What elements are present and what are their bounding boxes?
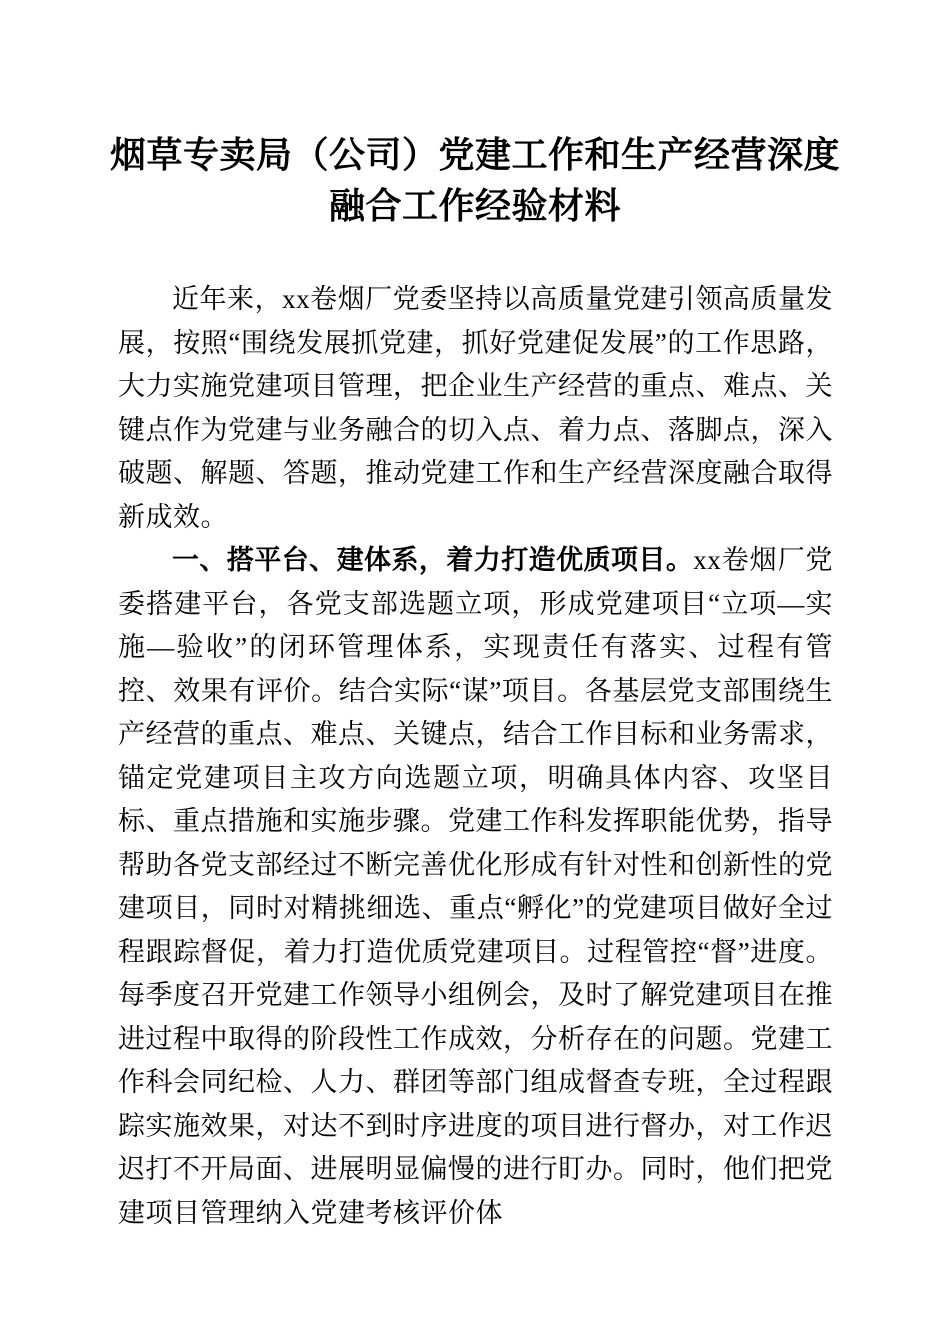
paragraph-text-segment: 近年来，xx卷烟厂党委坚持以高质量党建引领高质量发展，按照“围绕发展抓党建，抓好党建促发展”的工作思路，大力实施党建项目管理，把企业生产经营的重点、难点、关键点作为党建与业务融合的切入点、着力点、落脚点，深入破题、解题、答题，推动党建工作和生产经营深度融合取得新成效。 [118, 284, 833, 532]
paragraph-heading-segment: 一、搭平台、建体系，着力打造优质项目。 [172, 545, 694, 575]
paragraph [118, 539, 833, 1235]
document-body [118, 278, 833, 1235]
paragraph [118, 278, 833, 539]
document-title: 烟草专卖局（公司）党建工作和生产经营深度融合工作经验材料 [109, 135, 840, 226]
paragraph-text-segment: xx卷烟厂党委搭建平台，各党支部选题立项，形成党建项目“立项—实施—验收”的闭环管理体系，实现责任有落实、过程有管控、效果有评价。结合实际“谋”项目。各基层党支部围绕生产经营的重点、难点、关键点，结合工作目标和业务需求，锚定党建项目主攻方向选题立项，明确具体内容、攻坚目标、重点措施和实施步骤。党建工作科发挥职能优势，指导帮助各党支部经过不断完善优化形成有针对性和创新性的党建项目，同时对精挑细选、重点“孵化”的党建项目做好全过程跟踪督促，着力打造优质党建项目。过程管控“督”进度。每季度召开党建工作领导小组例会，及时了解党建项目在推进过程中取得的阶段性工作成效，分析存在的问题。党建工作科会同纪检、人力、群团等部门组成督查专班，全过程跟踪实施效果，对达不到时序进度的项目进行督办，对工作迟迟打不开局面、进展明显偏慢的进行盯办。同时，他们把党建项目管理纳入党建考核评价体 [118, 545, 834, 1228]
